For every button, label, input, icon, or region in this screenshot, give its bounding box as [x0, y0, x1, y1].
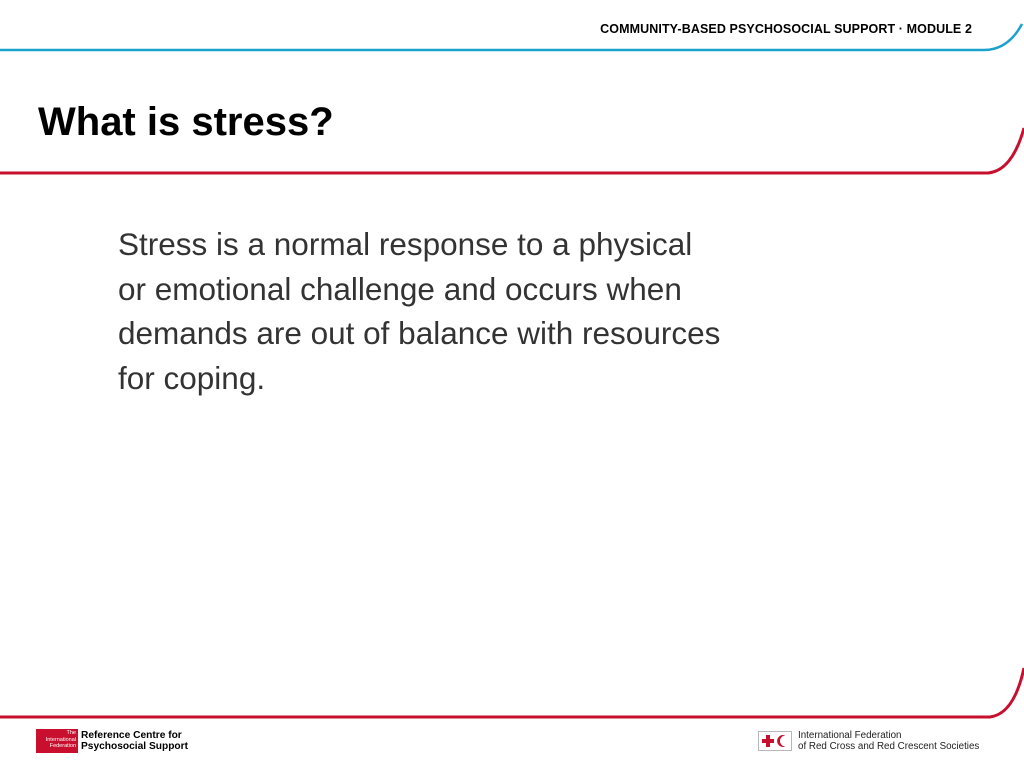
course-header: COMMUNITY-BASED PSYCHOSOCIAL SUPPORT · MODULE 2 — [600, 22, 972, 36]
ifrc-name-line1: International Federation — [798, 730, 902, 741]
federation-badge-line: Federation — [49, 743, 76, 750]
reference-centre-name-line1: Reference Centre for — [81, 730, 182, 741]
reference-centre-logo — [36, 729, 188, 753]
ifrc-name-line2: of Red Cross and Red Crescent Societies — [798, 741, 980, 752]
footer-rule-red — [0, 668, 1024, 717]
federation-badge-line: International — [45, 736, 76, 743]
federation-badge-line: The — [66, 730, 76, 736]
ifrc-logo — [758, 730, 979, 752]
slide-title: What is stress? — [38, 100, 334, 144]
red-cross-icon — [761, 734, 775, 748]
ifrc-emblem — [758, 731, 792, 751]
red-crescent-icon — [776, 734, 790, 748]
reference-centre-name — [81, 730, 188, 752]
ifrc-name — [798, 730, 979, 752]
reference-centre-name-line2: Psychosocial Support — [81, 741, 188, 752]
federation-badge — [36, 729, 78, 753]
slide-body-text: Stress is a normal response to a physical or emotional challenge and occurs when demands are out of balance with resources for coping. — [118, 226, 721, 397]
